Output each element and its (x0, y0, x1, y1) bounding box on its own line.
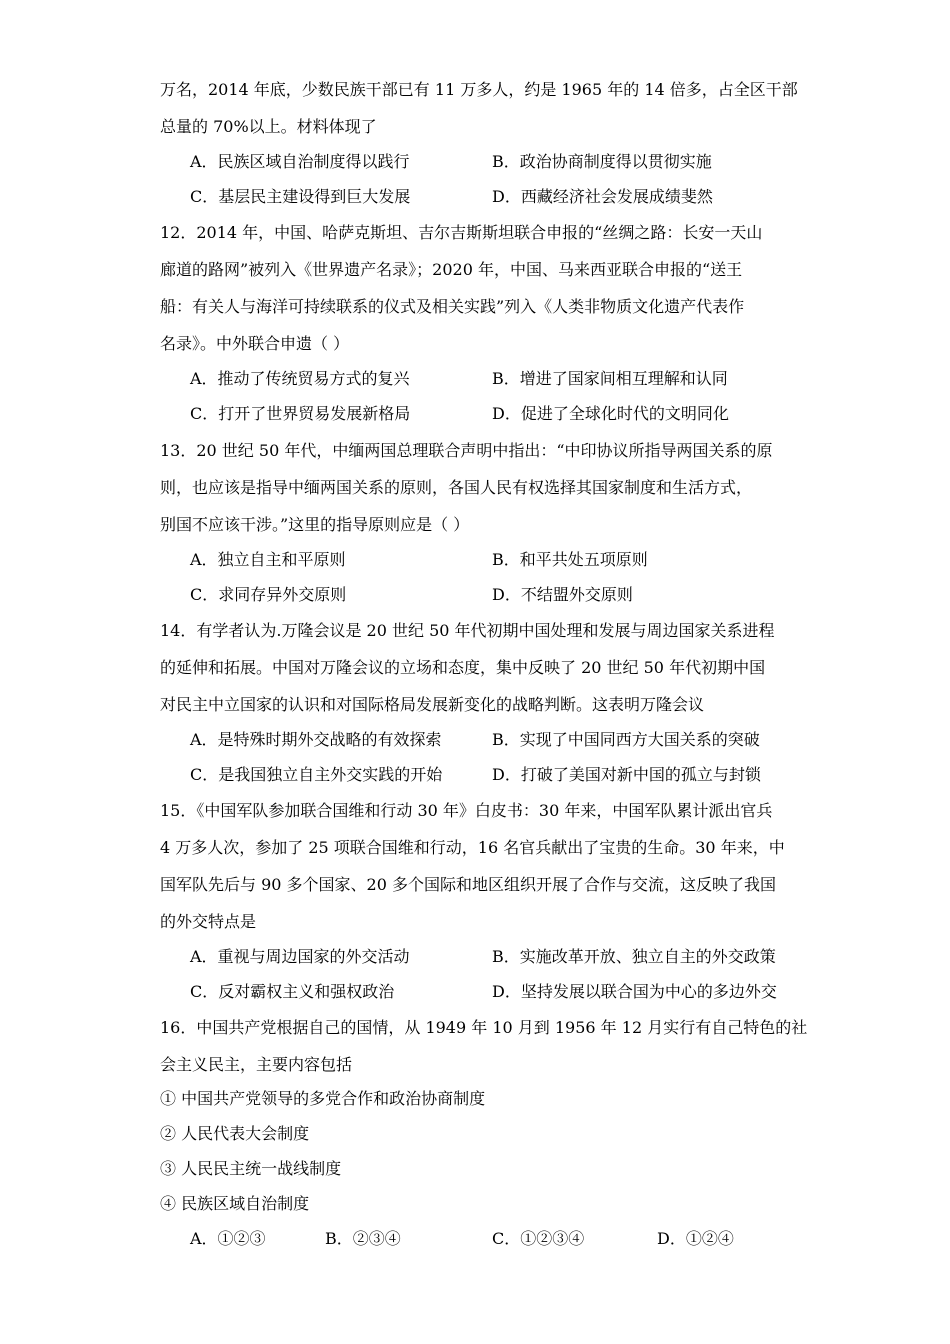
question-13-text: 别国不应该干涉。”这里的指导原则应是（ ） (160, 515, 470, 534)
question-12-text: 12．2014 年，中国、哈萨克斯坦、吉尔吉斯斯坦联合申报的“丝绸之路：长安一天山 (160, 223, 763, 242)
question-12-option-b: B．增进了国家间相互理解和认同 (492, 369, 728, 388)
question-16-item-4: ④ 民族区域自治制度 (160, 1194, 310, 1213)
question-15-option-b: B．实施改革开放、独立自主的外交政策 (492, 947, 776, 966)
question-12-option-d: D．促进了全球化时代的文明同化 (492, 404, 729, 423)
question-16-text: 会主义民主，主要内容包括 (160, 1055, 353, 1074)
question-11-text: 总量的 70%以上。材料体现了 (160, 117, 377, 136)
question-15-text: 的外交特点是 (160, 912, 257, 931)
question-16-item-3: ③ 人民民主统一战线制度 (160, 1159, 342, 1178)
question-11-option-a: A．民族区域自治制度得以践行 (190, 152, 410, 171)
question-11-option-b: B．政治协商制度得以贯彻实施 (492, 152, 712, 171)
question-11-option-c: C．基层民主建设得到巨大发展 (190, 187, 411, 206)
question-15-text: 4 万多人次，参加了 25 项联合国维和行动，16 名官兵献出了宝贵的生命。30 年来，中 (160, 838, 785, 857)
question-13-text: 则，也应该是指导中缅两国关系的原则，各国人民有权选择其国家制度和生活方式， (160, 478, 753, 497)
question-12-text: 船：有关人与海洋可持续联系的仪式及相关实践”列入《人类非物质文化遗产代表作 (160, 297, 745, 316)
question-15-option-c: C．反对霸权主义和强权政治 (190, 982, 395, 1001)
question-11-option-d: D．西藏经济社会发展成绩斐然 (492, 187, 713, 206)
question-15-text: 15．《中国军队参加联合国维和行动 30 年》白皮书：30 年来，中国军队累计派出官兵 (160, 801, 773, 820)
question-16-text: 16．中国共产党根据自己的国情，从 1949 年 10 月到 1956 年 12 月实行有自己特色的社 (160, 1018, 808, 1037)
question-15-option-d: D．坚持发展以联合国为中心的多边外交 (492, 982, 777, 1001)
question-12-text: 名录》。中外联合申遗（ ） (160, 334, 350, 353)
question-14-option-c: C．是我国独立自主外交实践的开始 (190, 765, 443, 784)
question-13-option-c: C．求同存异外交原则 (190, 585, 347, 604)
question-12-text: 廊道的路网”被列入《世界遗产名录》；2020 年，中国、马来西亚联合申报的“送王 (160, 260, 743, 279)
question-15-option-a: A．重视与周边国家的外交活动 (190, 947, 410, 966)
question-16-option-c: C．①②③④ (492, 1229, 585, 1248)
question-13-text: 13．20 世纪 50 年代，中缅两国总理联合声明中指出：“中印协议所指导两国关系的原 (160, 441, 773, 460)
question-16-option-d: D．①②④ (657, 1229, 734, 1248)
question-16-option-a: A．①②③ (190, 1229, 266, 1248)
question-14-text: 的延伸和拓展。中国对万隆会议的立场和态度，集中反映了 20 世纪 50 年代初期中国 (160, 658, 766, 677)
question-13-option-b: B．和平共处五项原则 (492, 550, 648, 569)
question-14-option-a: A．是特殊时期外交战略的有效探索 (190, 730, 442, 749)
question-14-option-d: D．打破了美国对新中国的孤立与封锁 (492, 765, 761, 784)
question-16-item-2: ② 人民代表大会制度 (160, 1124, 310, 1143)
question-15-text: 国军队先后与 90 多个国家、20 多个国际和地区组织开展了合作与交流，这反映了我国 (160, 875, 776, 894)
question-14-option-b: B．实现了中国同西方大国关系的突破 (492, 730, 760, 749)
question-16-item-1: ① 中国共产党领导的多党合作和政治协商制度 (160, 1089, 486, 1108)
question-14-text: 14．有学者认为.万隆会议是 20 世纪 50 年代初期中国处理和发展与周边国家关系进程 (160, 621, 775, 640)
question-11-text: 万名，2014 年底，少数民族干部已有 11 万多人，约是 1965 年的 14 倍多，占全区干部 (160, 80, 798, 99)
question-13-option-a: A．独立自主和平原则 (190, 550, 346, 569)
question-16-option-b: B．②③④ (325, 1229, 401, 1248)
question-12-option-a: A．推动了传统贸易方式的复兴 (190, 369, 410, 388)
question-13-option-d: D．不结盟外交原则 (492, 585, 633, 604)
question-14-text: 对民主中立国家的认识和对国际格局发展新变化的战略判断。这表明万隆会议 (160, 695, 705, 714)
question-12-option-c: C．打开了世界贸易发展新格局 (190, 404, 411, 423)
